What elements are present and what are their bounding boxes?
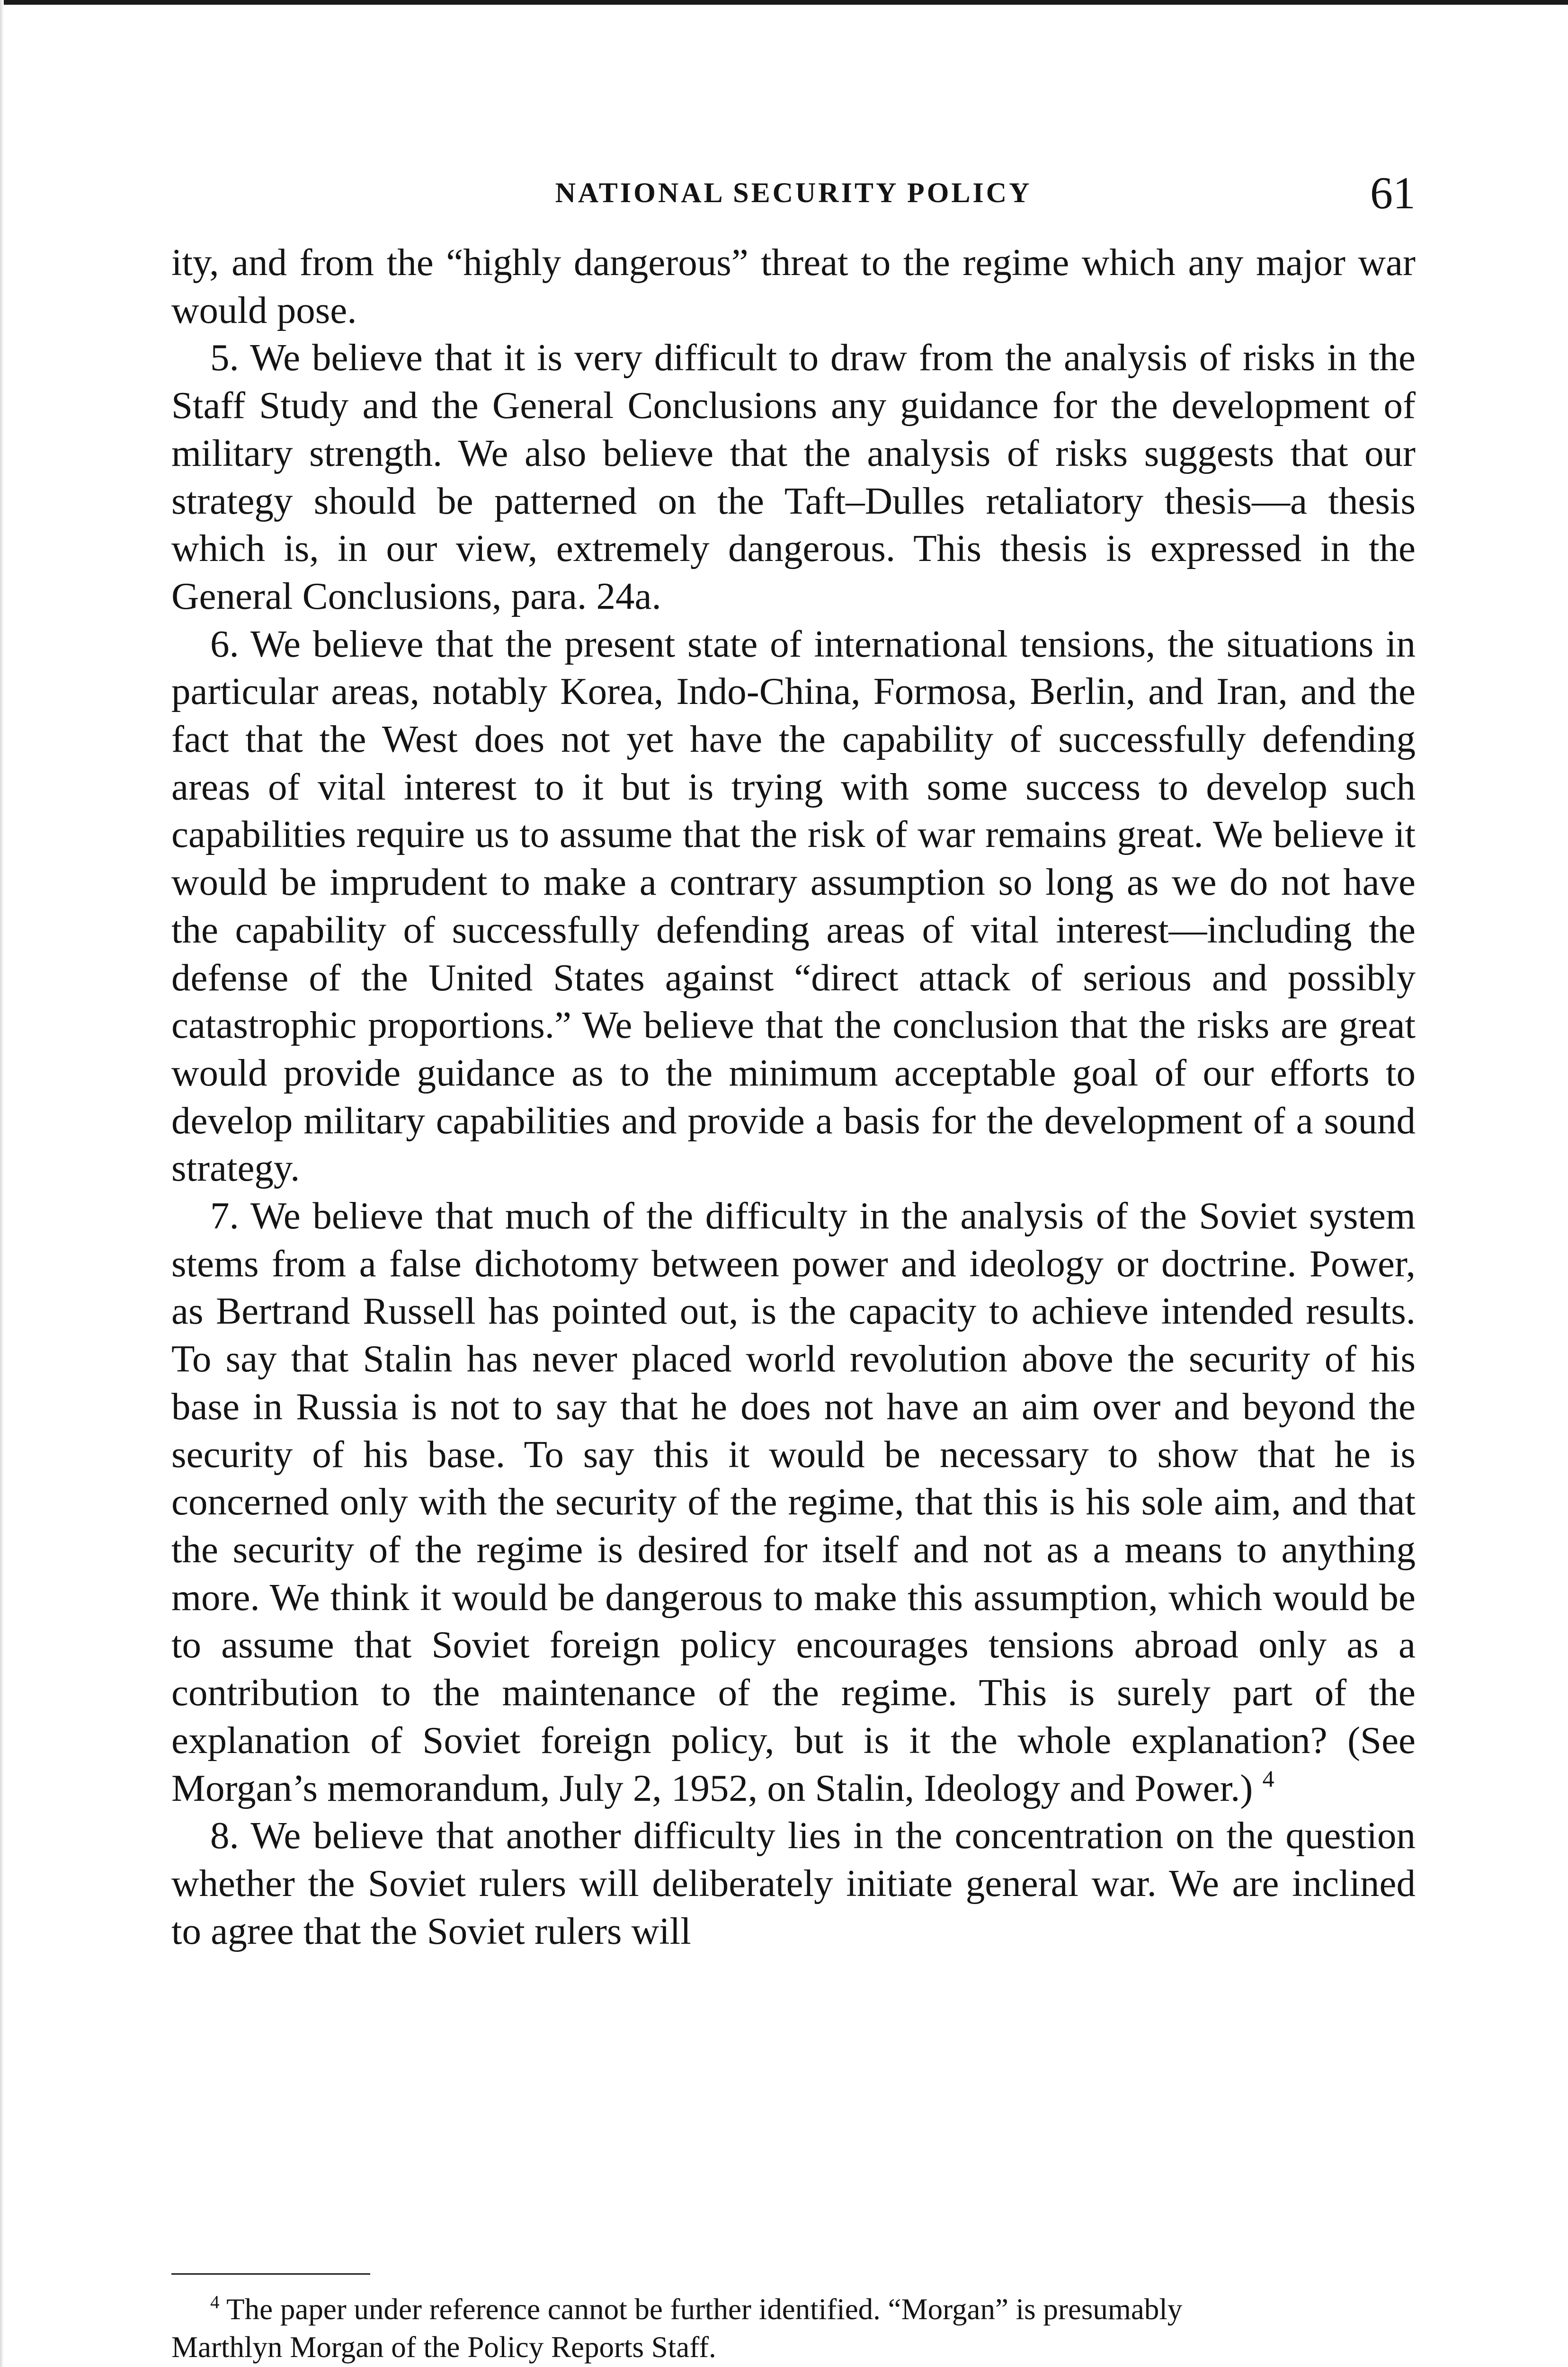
paragraph-5: 5. We believe that it is very difficult to draw from the analysis of risks in the Staff Study and the General Conclusions any guidance for the development of military strength. We also believe that the analysis of risks suggests that our strategy should be patterned on the Taft–Dulles retaliatory thesis—a thesis which is, in our view, extremely dangerous. This thesis is expressed in the General Conclusions, para. 24a. [171, 336, 1416, 617]
paragraph-6: 6. We believe that the present state of international tensions, the situations in particular areas, notably Korea, Indo-China, Formosa, Berlin, and Iran, and the fact that the West does not yet have the capability of successfully defending areas of vital interest to it but is trying with some success to develop such capabilities require us to assume that the risk of war remains great. We believe it would be imprudent to make a contrary assumption so long as we do not have the capability of successfully defending areas of vital interest—including the defense of the United States against “direct attack of serious and possibly catastrophic proportions.” We believe that the conclusion that the risks are great would provide guidance as to the minimum acceptable goal of our efforts to develop military capabilities and provide a basis for the development of a sound strategy. [171, 622, 1416, 1190]
footnote-text-1: The paper under reference cannot be further identified. “Morgan” is presumably [226, 2293, 1183, 2326]
continuation-paragraph: ity, and from the “highly dangerous” threat to the regime which any major war would pose. [171, 241, 1416, 331]
paragraph-7 [171, 1192, 1416, 1812]
footnote-marker: 4 [210, 2292, 220, 2313]
footnote-text-2: Marthlyn Morgan of the Policy Reports Staff. [171, 2331, 716, 2364]
paragraph-7-text: 7. We believe that much of the difficulty in the analysis of the Soviet system stems from a false dichotomy between power and ideology or doctrine. Power, as Bertrand Russell has pointed out, is the capacity to achieve intended results. To say that Stalin has never placed world revolution above the security of his base in Russia is not to say that he does not have an aim over and beyond the security of his base. To say this it would be necessary to show that he is concerned only with the security of the regime, that this is his sole aim, and that the security of the regime is desired for itself and not as a means to anything more. We think it would be dangerous to make this assumption, which would be to assume that Soviet foreign policy encourages tensions abroad only as a contribution to the maintenance of the regime. This is surely part of the explanation of Soviet foreign policy, but is it the whole explanation? (See Morgan’s memorandum, July 2, 1952, on Stalin, Ideology and Power.) [171, 1194, 1416, 1809]
body-text [171, 239, 1416, 1955]
running-head [171, 169, 1416, 217]
top-scan-border [0, 0, 1568, 5]
footnote-reference: 4 [1262, 1765, 1274, 1792]
running-title: NATIONAL SECURITY POLICY [555, 177, 1032, 208]
footnote-divider [171, 2273, 370, 2275]
footnote-line-1 [171, 2290, 1416, 2328]
left-scan-edge [0, 0, 4, 2367]
paragraph-8: 8. We believe that another difficulty lies in the concentration on the question whether the Soviet rulers will deliberately initiate general war. We are inclined to agree that the Soviet rulers will [171, 1814, 1416, 1952]
footnote [171, 2290, 1416, 2366]
page-number: 61 [1370, 168, 1416, 218]
